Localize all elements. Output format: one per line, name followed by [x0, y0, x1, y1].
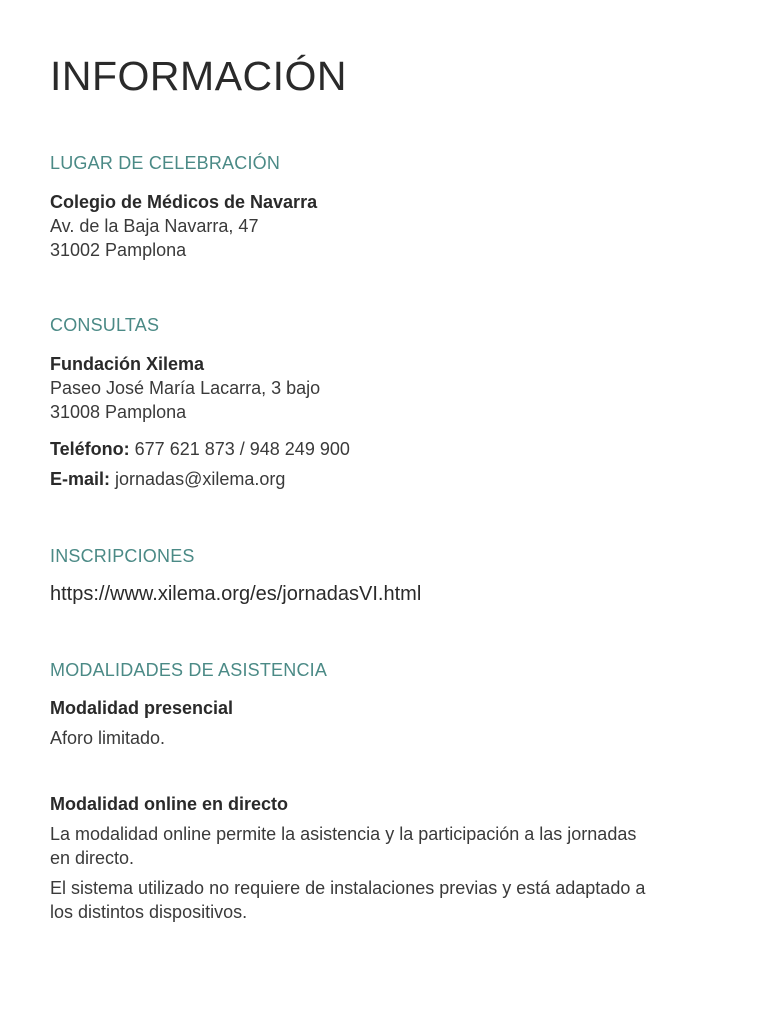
registration-link[interactable]: https://www.xilema.org/es/jornadasVI.html — [50, 583, 422, 605]
consultas-organization-name: Fundación Xilema — [50, 354, 205, 374]
online-text-2: El sistema utilizado no requiere de instalaciones previas y está adaptado a los distintos dispositivos. — [50, 878, 646, 922]
modalidades-heading: MODALIDADES DE ASISTENCIA — [50, 660, 328, 680]
venue-section — [50, 152, 730, 262]
inscripciones-section — [50, 545, 730, 607]
presencial-title: Modalidad presencial — [50, 698, 234, 718]
presencial-text: Aforo limitado. — [50, 728, 166, 748]
consultas-heading: CONSULTAS — [50, 315, 160, 335]
inscripciones-heading: INSCRIPCIONES — [50, 546, 195, 566]
page-title: INFORMACIÓN — [50, 53, 348, 99]
consultas-address-line-1: Paseo José María Lacarra, 3 bajo — [50, 378, 321, 398]
phone-label: Teléfono: — [50, 439, 130, 459]
modalidades-section — [50, 659, 730, 924]
venue-address-line-2: 31002 Pamplona — [50, 240, 187, 260]
email-value[interactable]: jornadas@xilema.org — [110, 469, 286, 489]
phone-line — [50, 436, 730, 462]
phone-value: 677 621 873 / 948 249 900 — [129, 439, 350, 459]
consultas-address-line-2: 31008 Pamplona — [50, 402, 187, 422]
consultas-section — [50, 314, 730, 492]
venue-heading: LUGAR DE CELEBRACIÓN — [50, 153, 281, 173]
online-title: Modalidad online en directo — [50, 794, 289, 814]
email-line — [50, 466, 730, 492]
venue-address-line-1: Av. de la Baja Navarra, 47 — [50, 216, 259, 236]
email-label: E-mail: — [50, 469, 111, 489]
venue-name: Colegio de Médicos de Navarra — [50, 192, 318, 212]
online-text-1: La modalidad online permite la asistencia y la participación a las jornadas en directo. — [50, 824, 637, 868]
